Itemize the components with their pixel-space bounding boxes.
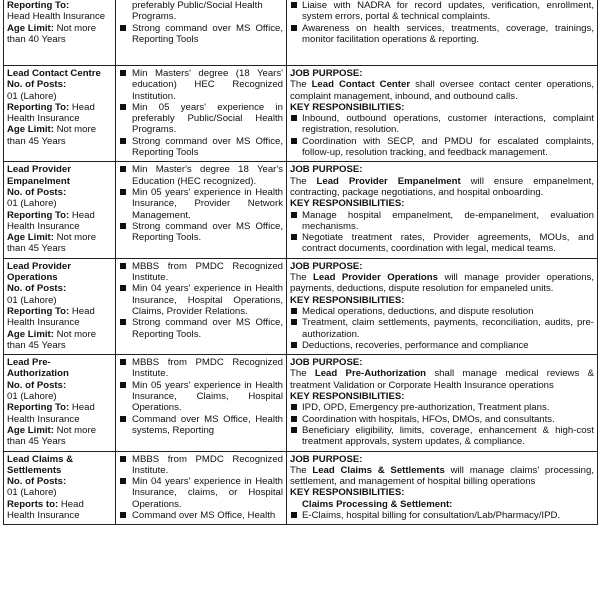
key-responsibilities-heading: KEY RESPONSIBILITIES: [290, 101, 405, 113]
responsibility-item: Awareness on health services, treatments, coverage, trainings, monitor facilitation operations & reporting. [290, 23, 594, 46]
requirement-item: Min 04 years' experience in Health Insurance, claims, or Hospital Operations. [119, 476, 283, 510]
position-info-cell [4, 451, 116, 525]
position-row-partial-top [4, 0, 598, 66]
positions-table [3, 0, 598, 525]
responsibility-subheading: Claims Processing & Settlement: [302, 498, 453, 510]
requirement-item: MBBS from PMDC Recognized Institute. [119, 261, 283, 284]
responsibility-item: Manage hospital empanelment, de-empanelment, evaluation mechanisms. [290, 210, 594, 233]
position-title: Lead Provider Empanelment [7, 164, 71, 187]
posts-value: 01 (Lahore) [7, 90, 57, 102]
position-info-cell [4, 0, 116, 66]
reporting-value: Head Health Insurance [7, 498, 84, 521]
reporting-value: Head Health Insurance [7, 305, 95, 329]
job-purpose-heading: JOB PURPOSE: [290, 164, 363, 176]
age-label: Age Limit: [7, 424, 54, 436]
key-responsibilities-heading: KEY RESPONSIBILITIES: [290, 198, 405, 210]
job-purpose-text: The Lead Contact Center shall oversee contact center operations, complaint management, inbound, and outbound calls. [290, 79, 595, 102]
job-purpose-heading: JOB PURPOSE: [290, 357, 363, 369]
position-title: Lead Contact Centre [7, 68, 101, 79]
requirement-item: MBBS from PMDC Recognized Institute. [119, 454, 283, 477]
responsibility-item: Liaise with NADRA for record updates, verification, enrollment, system errors, portal & technical complaints. [290, 0, 594, 23]
reporting-label: Reports to: [7, 498, 59, 510]
requirement-item: Strong command over MS Office, Reporting Tools. [119, 317, 283, 340]
responsibility-item: Deductions, recoveries, performance and compliance [290, 340, 594, 351]
requirement-item: Min 05 years' experience in preferably Public/Social Health Programs. [119, 102, 283, 136]
position-info-cell [4, 66, 116, 162]
position-info-cell [4, 355, 116, 451]
requirement-item: Command over MS Office, Health systems, Reporting [119, 414, 283, 437]
position-row [4, 66, 598, 162]
age-value: Not more than 45 Years [7, 124, 97, 147]
requirement-item: Strong command over MS Office, Reporting Tools [119, 23, 283, 46]
requirement-item: Min 05 years' experience in Health Insurance, Provider Network Management. [119, 187, 283, 221]
requirement-item: Strong command over MS Office, Reporting Tools [119, 136, 283, 159]
job-purpose-text: The Lead Claims & Settlements will manage claims' processing, settlement, and management of hospital billing operations [290, 464, 594, 488]
responsibility-item: E-Claims, hospital billing for consultation/Lab/Pharmacy/IPD. [290, 510, 594, 521]
posts-label: No. of Posts: [7, 476, 67, 488]
reporting-label: Reporting To: [7, 209, 70, 221]
posts-label: No. of Posts: [7, 379, 67, 391]
key-responsibilities-heading: KEY RESPONSIBILITIES: [290, 294, 405, 306]
age-value: Not more than 45 Years [7, 232, 97, 255]
age-label: Age Limit: [7, 232, 54, 244]
job-purpose-heading: JOB PURPOSE: [290, 68, 363, 79]
age-value: Not more than 45 Years [7, 424, 97, 448]
age-label: Age Limit: [7, 22, 54, 34]
position-row-partial-bottom [4, 451, 598, 525]
duties-cell [287, 66, 598, 162]
position-info-cell [4, 162, 116, 258]
requirements-cell [116, 355, 287, 451]
duties-cell [287, 258, 598, 354]
requirement-item: Min Master's degree 18 Year's Education (HEC recognized). [119, 164, 283, 187]
responsibility-item: Negotiate treatment rates, Provider agreements, MOUs, and contract documents, coordination with legal, medical teams. [290, 232, 594, 255]
requirement-item: MBBS from PMDC Recognized Institute. [119, 357, 283, 380]
age-label: Age Limit: [7, 328, 54, 340]
reporting-label: Reporting To: [7, 402, 70, 414]
posts-value: 01 (Lahore) [7, 294, 57, 306]
reporting-label: Reporting To: [7, 305, 70, 317]
position-title: Lead Claims & Settlements [7, 453, 74, 476]
duties-cell [287, 0, 598, 66]
duties-cell [287, 451, 598, 525]
reporting-value: Head Health Insurance [7, 101, 95, 125]
age-value: Not more than 40 Years [7, 22, 97, 45]
requirement-item: Command over MS Office, Health [119, 510, 283, 521]
requirement-item: Strong command over MS Office, Reporting Tools. [119, 221, 283, 244]
duties-cell [287, 355, 598, 451]
posts-label: No. of Posts: [7, 186, 67, 198]
requirement-item: Min Masters' degree (18 Years' education) HEC Recognized Institution. [119, 68, 283, 102]
job-purpose-heading: JOB PURPOSE: [290, 260, 363, 272]
requirements-cell [116, 162, 287, 258]
posts-value: 01 (Lahore) [7, 391, 57, 403]
position-title: Lead Pre-Authorization [7, 357, 69, 380]
position-title: Lead Provider Operations [7, 260, 71, 284]
requirement-item: Min 04 years' experience in Health Insurance, Hospital Operations, Claims, Provider Relations. [119, 283, 283, 317]
requirements-cell [116, 451, 287, 525]
responsibility-item: IPD, OPD, Emergency pre-authorization, Treatment plans. [290, 402, 594, 413]
reporting-value: Head Health Insurance [7, 11, 106, 23]
posts-label: No. of Posts: [7, 79, 67, 91]
reporting-label: Reporting To: [7, 101, 70, 113]
position-row [4, 258, 598, 354]
reporting-value: Head Health Insurance [7, 402, 95, 425]
job-purpose-text: The Lead Provider Operations will manage provider operations, payments, deductions, dispute resolution for empaneled units. [290, 272, 594, 295]
responsibility-item: Inbound, outbound operations, customer interactions, complaint registration, resolution. [290, 113, 594, 136]
job-purpose-text: The Lead Provider Empanelment will ensure empanelment, contracting, package negotiations, and hospital onboarding. [290, 175, 594, 198]
posts-label: No. of Posts: [7, 283, 67, 295]
posts-value: 01 (Lahore) [7, 198, 57, 210]
requirements-cell [116, 258, 287, 354]
duties-cell [287, 162, 598, 258]
requirements-cell [116, 0, 287, 66]
reporting-label: Reporting To: [7, 0, 70, 11]
requirements-cell [116, 66, 287, 162]
position-row [4, 355, 598, 451]
position-row [4, 162, 598, 258]
reporting-value: Head Health Insurance [7, 209, 95, 232]
age-value: Not more than 45 Years [7, 328, 97, 351]
posts-value: 01 (Lahore) [7, 487, 57, 499]
responsibility-item: Coordination with SECP, and PMDU for escalated complaints, follow-up, resolution tracking, and feedback management. [290, 136, 594, 159]
responsibility-item: Beneficiary eligibility, limits, coverage, enhancement & high-cost treatment approvals, system updates, & compliance. [290, 425, 594, 448]
position-info-cell [4, 258, 116, 354]
responsibility-item: Medical operations, deductions, and dispute resolution [290, 306, 594, 317]
requirement-continuation: preferably Public/Social Health Programs. [132, 0, 263, 23]
key-responsibilities-heading: KEY RESPONSIBILITIES: [290, 391, 405, 403]
key-responsibilities-heading: KEY RESPONSIBILITIES: [290, 487, 405, 499]
job-purpose-text: The Lead Pre-Authorization shall manage medical reviews & treatment Validation or Corporate Health Insurance operations [290, 368, 594, 391]
job-purpose-heading: JOB PURPOSE: [290, 453, 363, 465]
age-label: Age Limit: [7, 124, 54, 136]
responsibility-item: Coordination with hospitals, HFOs, DMOs, and consultants. [290, 414, 594, 425]
positions-body [4, 66, 598, 452]
responsibility-item: Treatment, claim settlements, payments, reconciliation, audits, pre-authorization. [290, 317, 594, 340]
requirement-item: Min 05 years' experience in Health Insurance, Claims, Hospital Operations. [119, 380, 283, 414]
